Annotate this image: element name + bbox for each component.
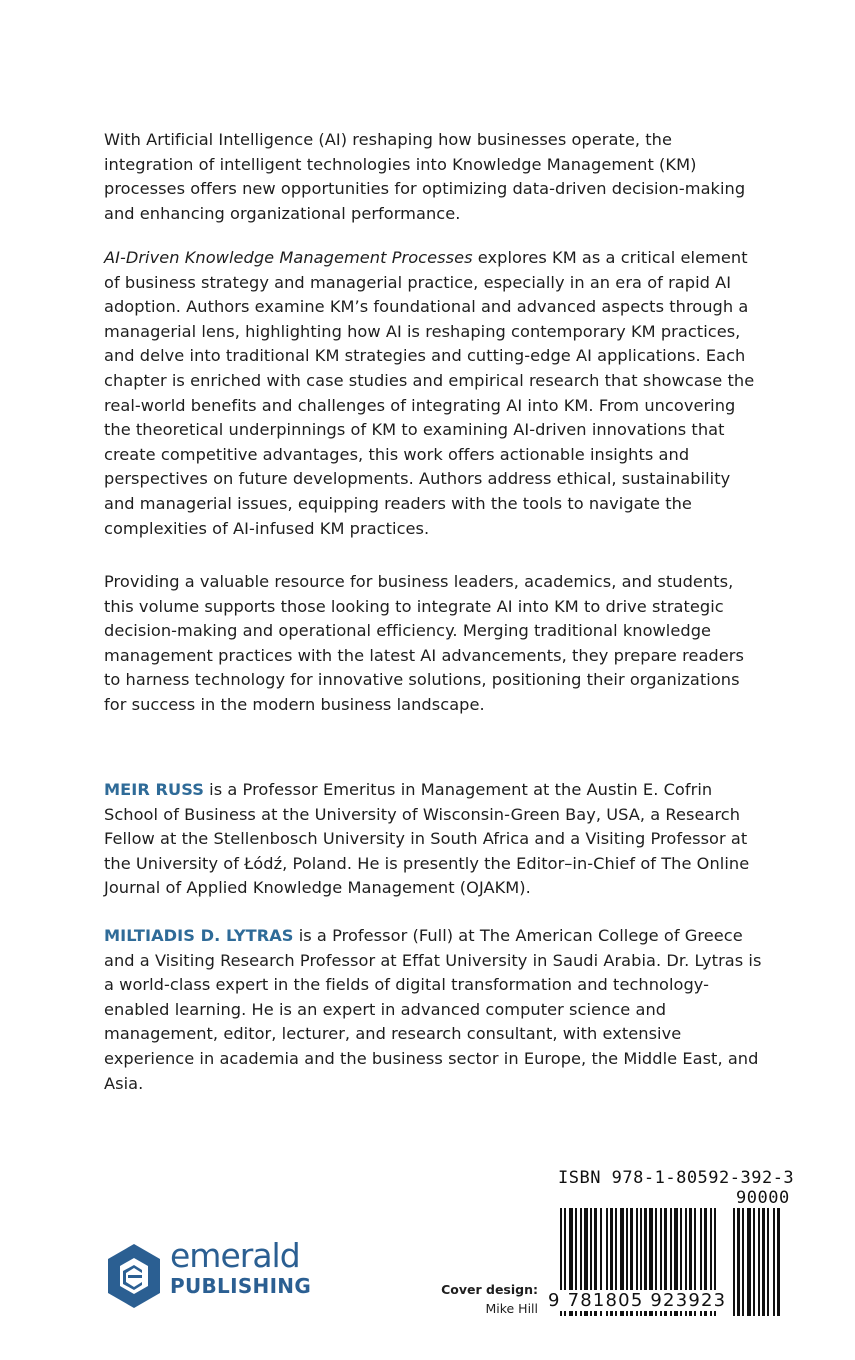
isbn-addon-code: 90000	[736, 1188, 790, 1208]
author-bio-text-2	[104, 924, 764, 1096]
barcode-digits: 9 781805 923923	[548, 1290, 727, 1311]
author-bio-text-1	[104, 778, 764, 901]
author-name-2: MILTIADIS D. LYTRAS	[104, 926, 294, 945]
author-bio-2	[104, 924, 764, 1096]
book-title: AI-Driven Knowledge Management Processes	[104, 248, 473, 267]
publisher-subname: PUBLISHING	[170, 1274, 312, 1298]
description-text-2	[104, 246, 764, 541]
author-bio-body-2: is a Professor (Full) at The American College of Greece and a Visiting Research Professor at Effat University in Saudi Arabia. Dr. Lytras is a world-class expert in the fields of digital transformation and technology-enabled learning. He is an expert in advanced computer science and management, editor, lecturer, and research consultant, with extensive experience in academia and the business sector in Europe, the Middle East, and Asia.	[104, 926, 762, 1093]
isbn-addon-barcode	[733, 1208, 791, 1316]
cover-designer-name: Mike Hill	[485, 1301, 538, 1316]
author-bio-body-1: is a Professor Emeritus in Management at the Austin E. Cofrin School of Business at the University of Wisconsin-Green Bay, USA, a Research Fellow at the Stellenbosch University in South Africa and a Visiting Professor at the University of Łódź, Poland. He is presently the Editor–in-Chief of The Online Journal of Applied Knowledge Management (OJAKM).	[104, 780, 750, 898]
description-text-1: With Artificial Intelligence (AI) reshaping how businesses operate, the integration of intelligent technologies into Knowledge Management (KM) processes offers new opportunities for optimizing data-driven decision-making and enhancing organizational performance.	[104, 130, 746, 223]
publisher-name: emerald	[170, 1236, 300, 1275]
description-paragraph-2	[104, 246, 764, 541]
isbn-label: ISBN 978-1-80592-392-3	[558, 1168, 795, 1188]
description-text-3: Providing a valuable resource for business leaders, academics, and students, this volume supports those looking to integrate AI into KM to drive strategic decision-making and operational efficiency. Merging traditional knowledge management practices with the latest AI advancements, they prepare readers to harness technology for innovative solutions, positioning their organizations for success in the modern business landscape.	[104, 572, 744, 714]
emerald-hexagon-logo-icon	[104, 1242, 164, 1310]
description-paragraph-3	[104, 570, 764, 718]
author-name-1: MEIR RUSS	[104, 780, 204, 799]
author-bio-1	[104, 778, 764, 901]
description-text-2-body: explores KM as a critical element of business strategy and managerial practice, especially in an era of rapid AI adoption. Authors examine KM’s foundational and advanced aspects through a managerial lens, highlighting how AI is reshaping contemporary KM practices, and delve into traditional KM strategies and cutting-edge AI applications. Each chapter is enriched with case studies and empirical research that showcase the real-world benefits and challenges of integrating AI into KM. From uncovering the theoretical underpinnings of KM to examining AI-driven innovations that create competitive advantages, this work offers actionable insights and perspectives on future developments. Authors address ethical, sustainability and managerial issues, equipping readers with the tools to navigate the complexities of AI-infused KM practices.	[104, 248, 755, 538]
publisher-logo	[104, 1236, 312, 1310]
description-paragraph-1	[104, 128, 764, 226]
cover-design-label: Cover design:	[441, 1282, 538, 1297]
cover-design-credit	[441, 1280, 538, 1318]
